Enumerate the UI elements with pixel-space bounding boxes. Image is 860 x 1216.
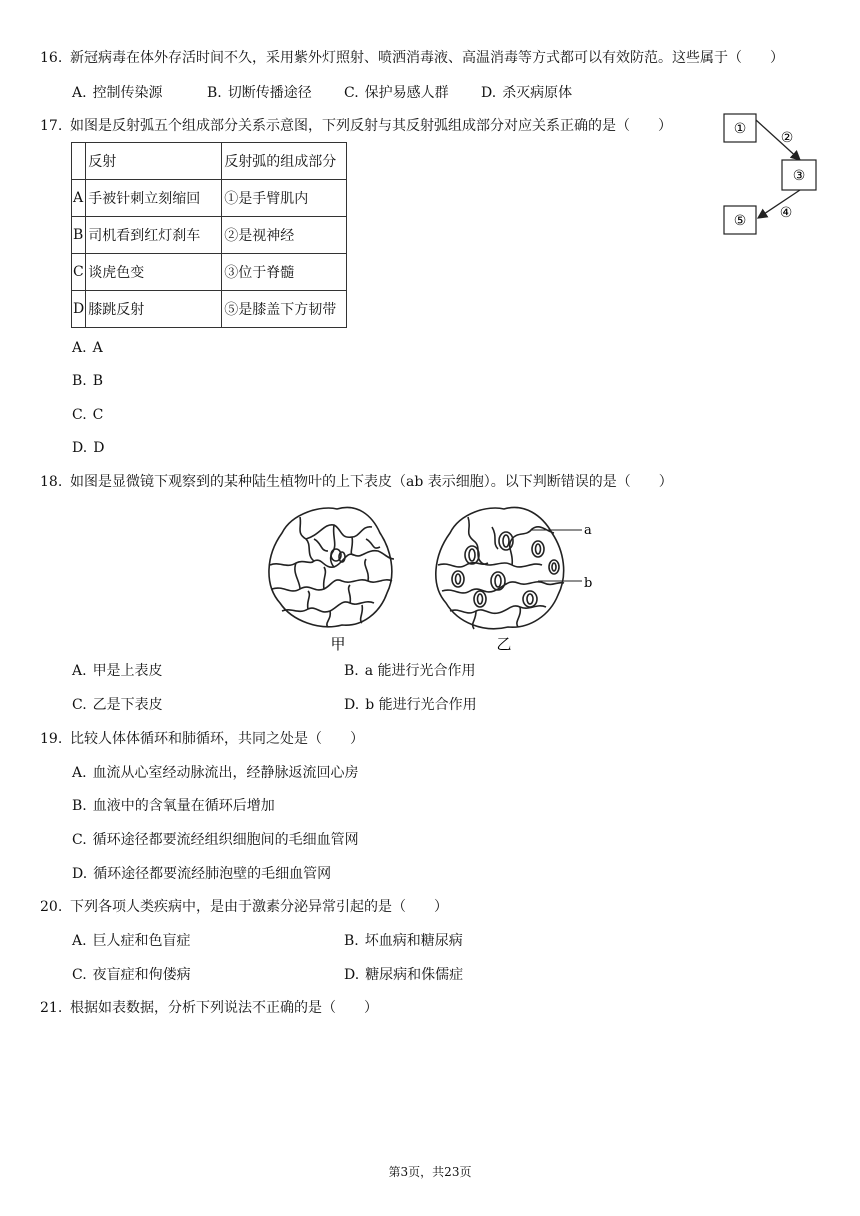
option-a[interactable]: A. A xyxy=(72,340,103,356)
reflex-arc-diagram xyxy=(720,112,830,242)
table-header-cell xyxy=(72,143,86,180)
table-row xyxy=(72,291,347,328)
option-a[interactable]: A. 血流从心室经动脉流出，经静脉返流回心房 xyxy=(72,765,359,781)
table-cell: ②是视神经 xyxy=(222,217,347,254)
option-c[interactable]: C. 循环途径都要流经组织细胞间的毛细血管网 xyxy=(72,832,359,848)
question-21-stem xyxy=(40,998,378,1018)
question-number: 16. xyxy=(40,50,63,66)
question-text: 下列各项人类疾病中，是由于激素分泌异常引起的是（ ） xyxy=(70,899,448,915)
table-cell: 司机看到红灯刹车 xyxy=(86,217,222,254)
node-1-label: ① xyxy=(733,121,747,137)
table-cell: 手被针刺立刻缩回 xyxy=(86,180,222,217)
reflex-table xyxy=(71,142,347,328)
option-d[interactable]: D. 杀灭病原体 xyxy=(481,85,573,101)
table-header-cell: 反射 xyxy=(86,143,222,180)
table-cell: ⑤是膝盖下方韧带 xyxy=(222,291,347,328)
option-b[interactable]: B. 切断传播途径 xyxy=(207,85,312,101)
table-cell: ③位于脊髓 xyxy=(222,254,347,291)
label-a: a xyxy=(584,523,592,538)
question-text: 如图是显微镜下观察到的某种陆生植物叶的上下表皮（ab 表示细胞）。以下判断错误的是（ ） xyxy=(70,474,673,490)
table-cell: A xyxy=(72,180,86,217)
option-b[interactable]: B. a 能进行光合作用 xyxy=(344,663,476,679)
table-row xyxy=(72,180,347,217)
question-17-stem xyxy=(40,116,672,136)
figure-label-jia: 甲 xyxy=(330,635,346,653)
table-cell: C xyxy=(72,254,86,291)
node-2-label: ② xyxy=(780,130,794,146)
option-d[interactable]: D. 循环途径都要流经肺泡壁的毛细血管网 xyxy=(72,866,332,882)
table-cell: D xyxy=(72,291,86,328)
node-3-label: ③ xyxy=(792,168,806,184)
question-19-stem xyxy=(40,729,364,749)
table-cell: 膝跳反射 xyxy=(86,291,222,328)
question-number: 18. xyxy=(40,474,63,490)
table-row xyxy=(72,217,347,254)
question-18-stem xyxy=(40,472,673,492)
option-a[interactable]: A. 甲是上表皮 xyxy=(72,663,163,679)
option-d[interactable]: D. D xyxy=(72,440,105,456)
table-header-row xyxy=(72,143,347,180)
table-cell: B xyxy=(72,217,86,254)
option-a[interactable]: A. 控制传染源 xyxy=(72,85,163,101)
table-cell: 谈虎色变 xyxy=(86,254,222,291)
question-20-stem xyxy=(40,897,448,917)
option-c[interactable]: C. C xyxy=(72,407,104,423)
leaf-epidermis-figure xyxy=(262,503,602,653)
arrow-1-to-3 xyxy=(756,120,800,160)
figure-label-yi: 乙 xyxy=(496,635,512,653)
label-b: b xyxy=(584,576,593,591)
upper-epidermis-cells xyxy=(269,507,394,627)
table-cell: ①是手臂肌内 xyxy=(222,180,347,217)
table-row xyxy=(72,254,347,291)
question-text: 根据如表数据，分析下列说法不正确的是（ ） xyxy=(70,1000,378,1016)
epidermis-drawing xyxy=(262,503,602,653)
option-b[interactable]: B. 坏血病和糖尿病 xyxy=(344,933,463,949)
question-16-stem xyxy=(40,48,784,68)
page-footer: 第3页，共23页 xyxy=(388,1165,472,1179)
question-number: 17. xyxy=(40,118,63,134)
option-b[interactable]: B. B xyxy=(72,373,104,389)
lower-epidermis-cells xyxy=(436,507,564,629)
question-text: 新冠病毒在体外存活时间不久，采用紫外灯照射、喷洒消毒液、高温消毒等方式都可以有效防范。这些属于（ ） xyxy=(70,50,784,66)
question-text: 比较人体体循环和肺循环，共同之处是（ ） xyxy=(70,731,364,747)
option-c[interactable]: C. 保护易感人群 xyxy=(344,85,449,101)
table-header-cell: 反射弧的组成部分 xyxy=(222,143,347,180)
question-number: 20. xyxy=(40,899,63,915)
option-a[interactable]: A. 巨人症和色盲症 xyxy=(72,933,191,949)
option-d[interactable]: D. 糖尿病和侏儒症 xyxy=(344,967,464,983)
node-5-label: ⑤ xyxy=(733,213,747,229)
question-number: 21. xyxy=(40,1000,63,1016)
question-text: 如图是反射弧五个组成部分关系示意图，下列反射与其反射弧组成部分对应关系正确的是（ ） xyxy=(70,118,672,134)
option-b[interactable]: B. 血液中的含氧量在循环后增加 xyxy=(72,798,275,814)
question-number: 19. xyxy=(40,731,63,747)
option-c[interactable]: C. 乙是下表皮 xyxy=(72,697,163,713)
option-d[interactable]: D. b 能进行光合作用 xyxy=(344,697,477,713)
node-4-label: ④ xyxy=(779,205,793,221)
option-c[interactable]: C. 夜盲症和佝偻病 xyxy=(72,967,191,983)
